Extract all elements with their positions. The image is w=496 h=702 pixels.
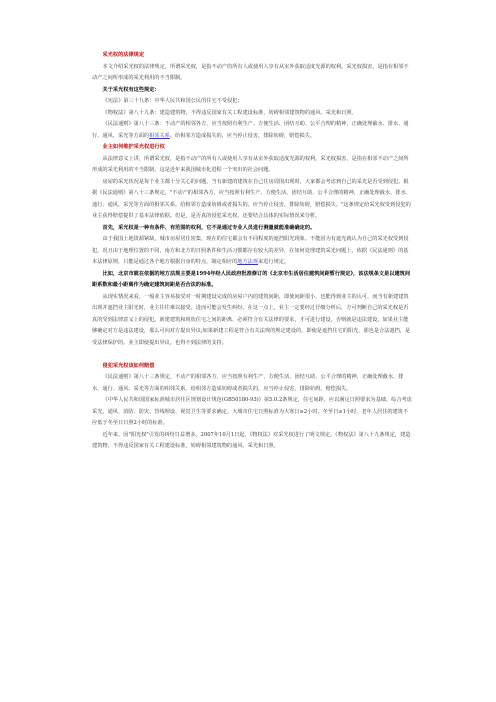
paragraph-beijing: 比如，北京市就在依据的地方法规主要是1994年经人民政府批准修订的《北京市生活居住建筑间距暂行规定》，该法规条文是以建筑间距系数和最小距离作为确定建筑间距是否合法的标准。 <box>92 270 411 288</box>
dispute-national-standard: 《中华人民共和国国家标准城市居住区规划设计规范(GB50180-93)》第5.0.2条规定，住宅间距，应以满足日照要求为基础，综合考虑采光、通风、消防、防灾、管线埋设、视觉卫生等要求确定。大城市住宅日照标准为大寒日≥2小时，冬至日≥1小时，老年人居住的建筑不应低于冬至日日照2小时的标准。 <box>92 397 412 426</box>
heading-laws: 关于采光权有这些规定： <box>102 86 160 93</box>
paragraph-land-text-a: 由于我国土地资源紧缺，城市房屋居住密集，现在的住宅都会有不同程度的遮挡阳光现象。不能因为有遮光就认为自己的采光权受到侵犯。况且由于地理位置的不同，南方和北方的日照条件和生活习惯都存在较大的差异，在如何处理建筑采光问题上，依据《民法通则》的基本法律原则，只能是通过各个地方根据自身的特点，制定相应的 <box>92 236 409 265</box>
paragraph-conditions: 首先，采光权是一种有条件、有范围的权利，它不是通过专业人员进行测量就能准确确定的。 <box>102 224 316 231</box>
doc-title: 采光权的法律规定 <box>102 52 145 58</box>
dispute-civil-law: 《民法通则》第八十三条规定，不动产的相邻各方，应当按照有利生产、方便生活、团结互助、公平合理的精神，正确处理截水、排水、通行、通风、采光等方面的相邻关系。给相邻方造成妨碍或者损失的，应当停止侵害，排除妨碍，赔偿损失。 <box>92 374 404 392</box>
paragraph-land-text-b: 来进行规定。 <box>258 259 290 265</box>
heading-dispute: 侵犯采光权该如何赔偿 <box>102 362 155 369</box>
spacer <box>92 349 412 361</box>
document-body <box>92 50 412 453</box>
law-property: 《物权法》第八十九条：建造建筑物，不得违反国家有关工程建设标准，妨碍相邻建筑物的通风、采光和日照。 <box>102 109 357 116</box>
dispute-recent: 近年来，因"阳光权"引发的纠纷日益增多。2007年10月1日起，《物权法》对采光权进行了明文规定。《物权法》第八十九条规定，建造建筑物，不得违反国家有关工程建设标准，妨碍相邻建筑物的通风、采光和日照。 <box>92 431 411 449</box>
paragraph-concern: 房屋的采光状况是每个业主都十分关心的问题，当有新建的建筑在自己住房周围出现时，大家都会考虑到自己的采光是否受到侵犯。根据《民法通则》第八十三条规定，"不动产的相邻各方，应当按照有利生产、方便生活、团结互助、公平合理的精神，正确处理截水、排水、通行、通风、采光等方面的相邻关系。给相邻方造成妨碍或者损失的，应当停止侵害，排除妨碍，赔偿损失。"这条规定给采光权受到侵犯的业主获得赔偿提供了基本法律依据。但是，是否真的侵犯采光权，还要结合具体的实际情况来分析。 <box>92 178 411 219</box>
paragraph-definition: 从法律意义上讲，所谓采光权，是指不动产的所有人或使用人享有从室外获取适度光源的权利。采光权损害，是指在相邻不动产之间所形成的采光利用的不当限制。这是近年来我国城市化进程一个突出的社会问题。 <box>92 155 409 173</box>
law-constitution: 《宪法》第三十九条：中华人民共和国公民的住宅不受侵犯； <box>102 98 243 104</box>
intro-paragraph: 本文介绍采光权的法律规定，所谓采光权，是指不动产的所有人或使用人享有从室外获取适度光源的权利。采光权损害，是指在相邻不动产之间所形成的采光利用的不当限制。 <box>92 63 409 81</box>
law-civil-text-b: 。给相邻方造成损失的，应当停止侵害，排除妨碍，赔偿损失。 <box>169 132 316 139</box>
paragraph-land <box>92 234 412 269</box>
law-civil-general <box>92 119 412 142</box>
law-civil-text-a: 《民法通则》第八十三条：不动产的相邻各方，应当按照有利生产、方便生活、团结互助、公平合理的精神，正确处理截水、排水、通行、通风、采光等方面的 <box>92 121 409 139</box>
paragraph-reality: 从现实情况来看，一般业主容易接受对一时期建设完成的房屋户内的建筑间距，即使间距很小，也能得到业主的认可。而当有新建建筑出现并遮挡业主阳光时，业主往往难以接受，进而可能会发生纠纷。在这一点上，业主一定要经过仔细分析后，方可判断自己的采光权是否真的受到法律意义上的侵犯。新建建筑和现状住宅之间的距离，必须符合有关法律的要求，才可进行建设，否则就是违法建设。如果业主能够确定对方是违法建设，那么可向对方提出异议;如果新建工程是符合有关法规的规定建设的，即使是遮挡住宅的阳光，那也是合法遮挡，是受法律保护的。业主即使提出异议，也得不到法律的支持。 <box>92 293 411 346</box>
neighbor-relations-link[interactable]: 相邻关系 <box>149 132 170 139</box>
local-regulations-link[interactable]: 地方法规 <box>237 259 259 265</box>
heading-protect: 业主如何维护采光权进行权 <box>102 144 165 150</box>
